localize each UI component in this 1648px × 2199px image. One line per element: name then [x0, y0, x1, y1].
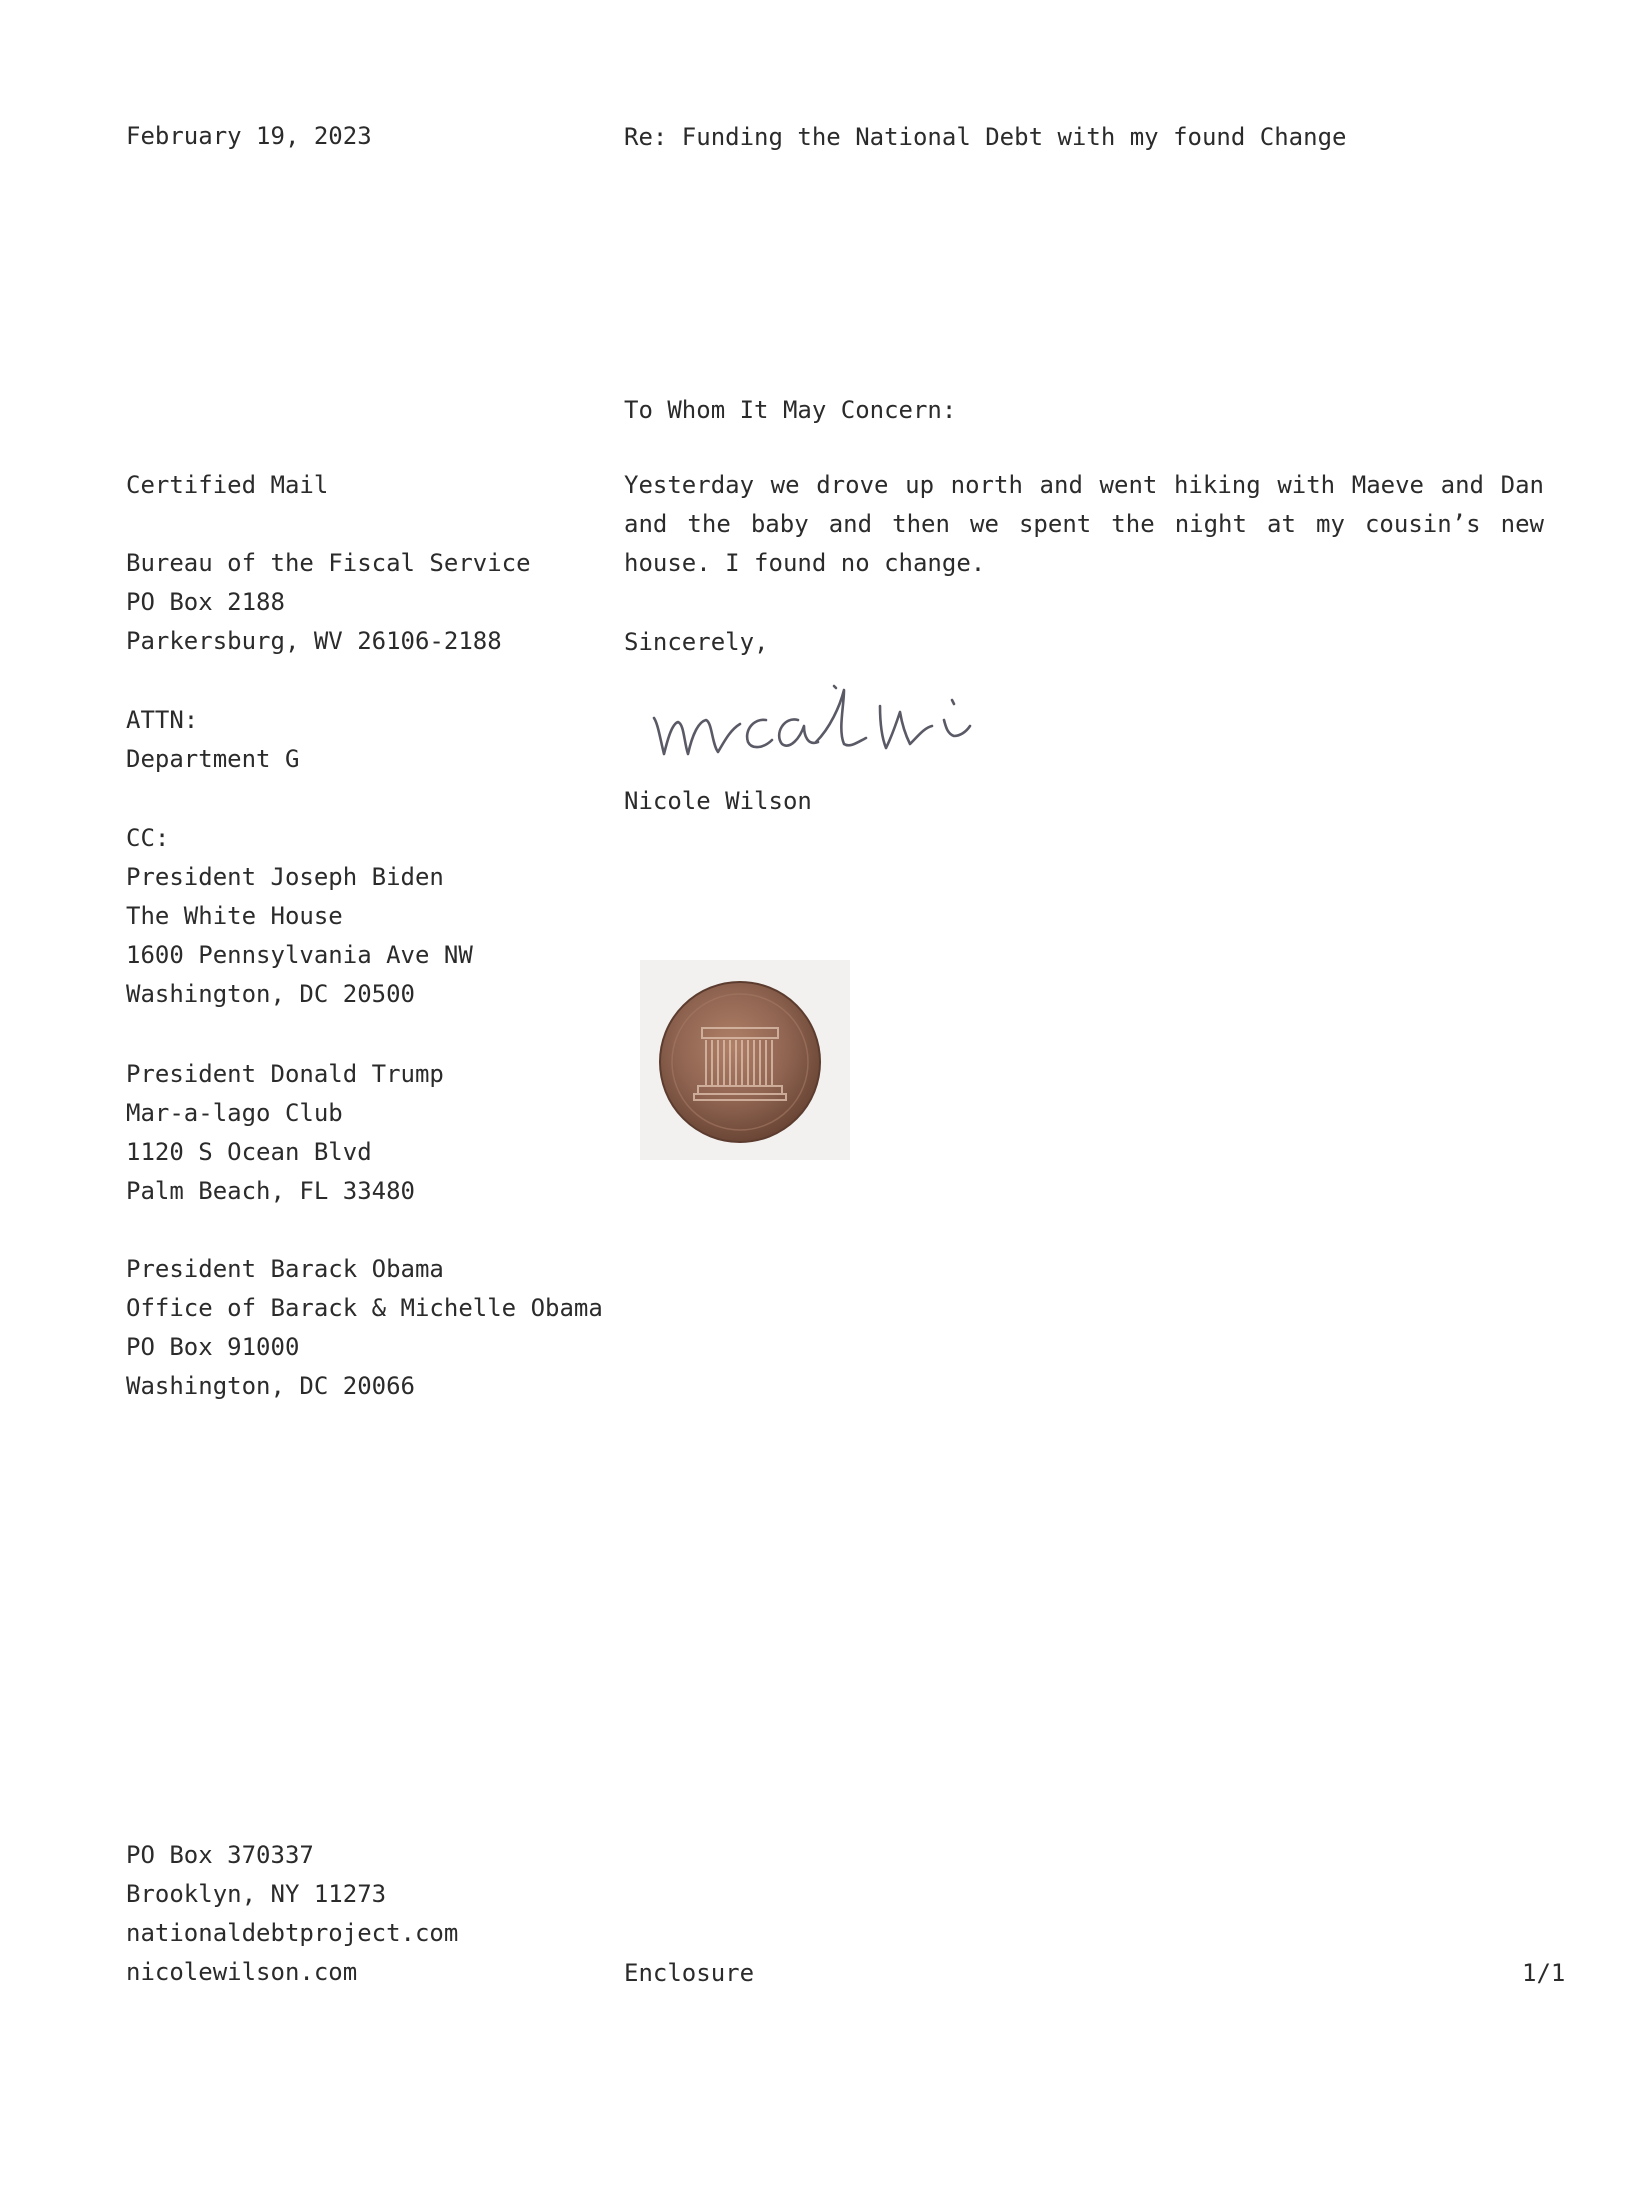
- cc-line: 1120 S Ocean Blvd: [126, 1138, 372, 1166]
- letter-subject: Re: Funding the National Debt with my found Change: [624, 123, 1347, 151]
- footer-line: nationaldebtproject.com: [126, 1919, 459, 1947]
- cc-line: President Joseph Biden: [126, 863, 444, 891]
- cc-line: Palm Beach, FL 33480: [126, 1177, 415, 1205]
- recipient-address-line: PO Box 2188: [126, 588, 285, 616]
- cc-block-obama: [126, 1250, 603, 1406]
- footer-line: Brooklyn, NY 11273: [126, 1880, 387, 1908]
- recipient-address-line: Parkersburg, WV 26106-2188: [126, 627, 502, 655]
- sender-footer: [126, 1836, 458, 1992]
- recipient-address-line: Bureau of the Fiscal Service: [126, 549, 531, 577]
- penny-coin-image: [640, 960, 850, 1160]
- letter-closing: Sincerely,: [624, 628, 769, 656]
- signature-image: [648, 676, 978, 776]
- cc-line: The White House: [126, 902, 343, 930]
- letter-date: February 19, 2023: [126, 122, 372, 150]
- page-number: 1/1: [1522, 1959, 1566, 1987]
- cc-line: President Donald Trump: [126, 1060, 444, 1088]
- cc-label: CC:: [126, 824, 170, 852]
- enclosure-note: Enclosure: [624, 1959, 755, 1987]
- footer-line: nicolewilson.com: [126, 1958, 358, 1986]
- cc-line: 1600 Pennsylvania Ave NW: [126, 941, 473, 969]
- cc-line: President Barack Obama: [126, 1255, 444, 1283]
- attn-value: Department G: [126, 745, 300, 773]
- cc-line: Washington, DC 20500: [126, 980, 415, 1008]
- recipient-address: [126, 544, 531, 661]
- footer-line: PO Box 370337: [126, 1841, 314, 1869]
- attention-block: [126, 701, 299, 779]
- cc-block-biden: [126, 819, 473, 1014]
- letter-body: Yesterday we drove up north and went hiking with Maeve and Dan and the baby and then we spent the night at my cousin’s new house. I found no change.: [624, 471, 1544, 577]
- cc-line: PO Box 91000: [126, 1333, 300, 1361]
- cc-block-trump: [126, 1055, 444, 1211]
- delivery-method: Certified Mail: [126, 471, 329, 499]
- attn-label: ATTN:: [126, 706, 199, 734]
- letter-salutation: To Whom It May Concern:: [624, 396, 957, 424]
- cc-line: Office of Barack & Michelle Obama: [126, 1294, 603, 1322]
- cc-line: Mar-a-lago Club: [126, 1099, 343, 1127]
- sender-name: Nicole Wilson: [624, 787, 812, 815]
- cc-line: Washington, DC 20066: [126, 1372, 415, 1400]
